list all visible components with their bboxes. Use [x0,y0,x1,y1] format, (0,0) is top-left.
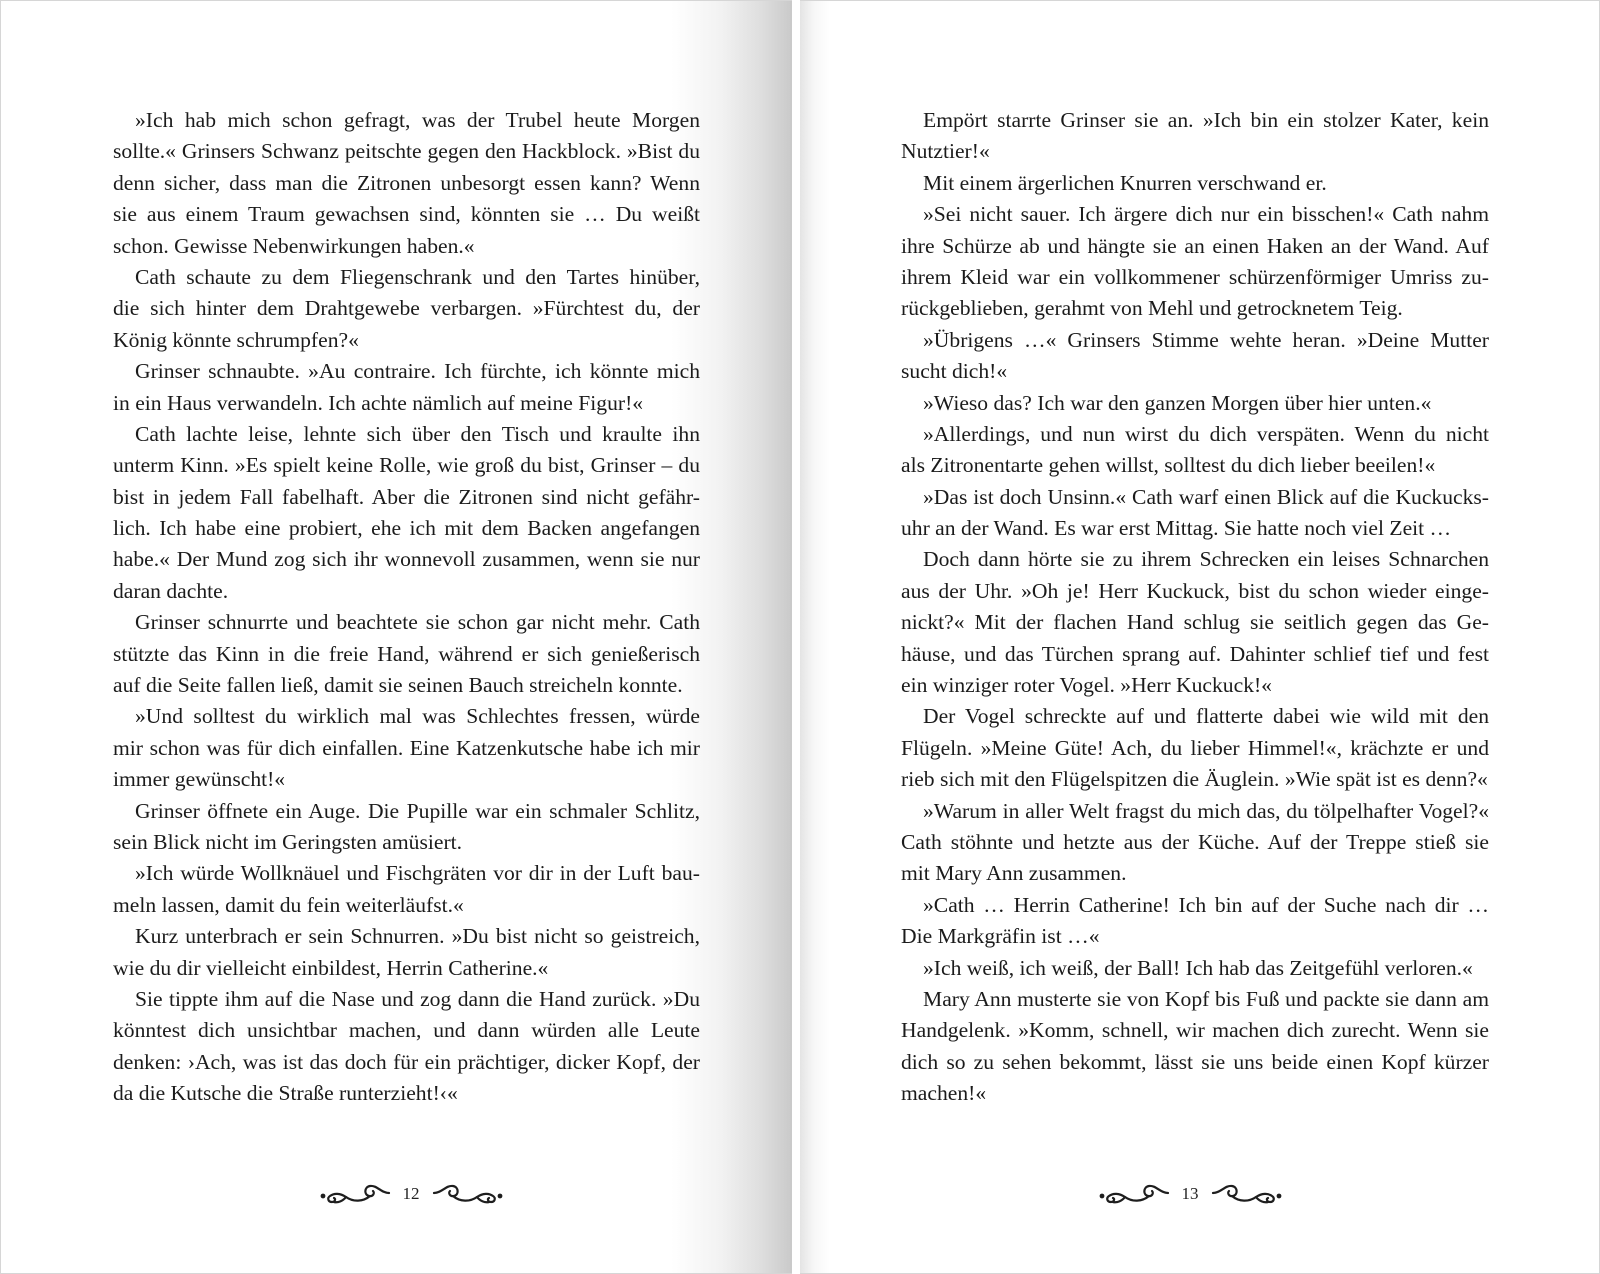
text-line: Nutztier!« [901,139,990,164]
text-line: sollte.« Grinsers Schwanz peitschte gegen den Hackblock. »Bist du [113,139,700,164]
left-page-footer [301,1177,521,1209]
text-line: »Übrigens …« Grinsers Stimme wehte heran. »Deine Mutter [923,327,1489,352]
right-page [800,0,1600,1274]
text-line: Cath lachte leise, lehnte sich über den Tisch und kraulte ihn [135,421,700,446]
text-line: ein winziger roter Vogel. »Herr Kuckuck!« [901,673,1272,698]
left-page [0,0,792,1274]
page-number: 12 [402,1183,420,1203]
text-line: Mit einem ärgerlichen Knurren verschwand er. [923,170,1327,195]
text-line: Handgelenk. »Komm, schnell, wir machen dich zurecht. Wenn sie [901,1018,1489,1043]
text-line: »Das ist doch Unsinn.« Cath warf einen Blick auf die Kuckucks- [923,484,1489,509]
text-line: »Wieso das? Ich war den ganzen Morgen über hier unten.« [923,390,1432,415]
text-line: ihre Schürze ab und hängte sie an einen Haken an der Wand. Auf [901,233,1489,258]
left-page-body-text [113,105,700,1110]
text-line: Grinser öffnete ein Auge. Die Pupille war ein schmaler Schlitz, [135,798,700,823]
text-line: sucht dich!« [901,359,1008,384]
text-line: Die Markgräfin ist …« [901,924,1100,949]
text-line: als Zitronentarte gehen willst, solltest du dich lieber beeilen!« [901,453,1436,478]
text-line: dich so zu sehen bekommt, lässt sie uns beide einen Kopf kürzer [901,1049,1489,1074]
text-line: Flügeln. »Meine Güte! Ach, du lieber Himmel!«, krächzte er und [901,735,1489,760]
text-line: die sich hinter dem Drahtgewebe verbargen. »Fürchtest du, der [113,296,700,321]
text-line: mir schon was für dich einfallen. Eine Katzenkutsche habe ich mir [113,735,700,760]
text-line: in ein Haus verwandeln. Ich achte nämlich auf meine Figur!« [113,390,644,415]
text-line: nickt?« Mit der flachen Hand schlug sie seitlich gegen das Ge- [901,610,1489,635]
text-line: uhr an der Wand. Es war erst Mittag. Sie hatte noch viel Zeit … [901,516,1452,541]
text-line: Cath stöhnte und hetzte aus der Küche. Auf der Treppe stieß sie [901,829,1489,854]
text-line: daran dachte. [113,578,229,603]
text-line: König könnte schrumpfen?« [113,327,359,352]
text-line: unterm Kinn. »Es spielt keine Rolle, wie groß du bist, Grinser – du [113,453,700,478]
text-line: »Sei nicht sauer. Ich ärgere dich nur ein bisschen!« Cath nahm [923,202,1489,227]
text-line: stützte das Kinn in die freie Hand, während er sich genießerisch [113,641,700,666]
text-line: rieb sich mit den Flügelspitzen die Äuglein. »Wie spät ist es denn?« [901,767,1488,792]
text-line: bist in jedem Fall fabelhaft. Aber die Zitronen sind nicht gefähr- [113,484,700,509]
text-line: Kurz unterbrach er sein Schnurren. »Du bist nicht so geistreich, [135,924,700,949]
text-line: »Allerdings, und nun wirst du dich verspäten. Wenn du nicht [923,421,1489,446]
text-line: mit Mary Ann zusammen. [901,861,1127,886]
page-number: 13 [1181,1183,1199,1203]
text-line: denken: ›Ach, was ist das doch für ein prächtiger, dicker Kopf, der [113,1049,700,1074]
text-line: machen!« [901,1081,987,1106]
text-line: lich. Ich habe eine probiert, ehe ich mit dem Backen angefangen [113,516,700,541]
text-line: sie aus einem Traum gewachsen sind, könnten sie … Du weißt [113,202,700,227]
text-line: Mary Ann musterte sie von Kopf bis Fuß und packte sie dann am [923,986,1489,1011]
right-page-footer [1080,1177,1300,1209]
text-line: Grinser schnaubte. »Au contraire. Ich fürchte, ich könnte mich [135,359,700,384]
text-line: Sie tippte ihm auf die Nase und zog dann die Hand zurück. »Du [135,986,700,1011]
text-line: »Cath … Herrin Catherine! Ich bin auf der Suche nach dir … [923,892,1489,917]
flourish-left-icon [1098,1180,1170,1206]
text-line: »Ich würde Wollknäuel und Fischgräten vor dir in der Luft bau- [135,861,700,886]
text-line: Empört starrte Grinser sie an. »Ich bin ein stolzer Kater, kein [923,108,1489,132]
text-line: auf die Seite fallen ließ, damit sie seinen Bauch streicheln konnte. [113,673,683,698]
right-page-body-text [901,105,1489,1110]
text-line: sein Blick nicht im Geringsten amüsiert. [113,829,463,854]
text-line: Cath schaute zu dem Fliegenschrank und den Tartes hinüber, [135,264,700,289]
text-line: Doch dann hörte sie zu ihrem Schrecken ein leises Schnarchen [923,547,1489,572]
text-line: wie du dir vielleicht einbildest, Herrin Catherine.« [113,955,549,980]
flourish-right-icon [1211,1180,1283,1206]
text-line: denn sicher, dass man die Zitronen unbesorgt essen kann? Wenn [113,170,700,195]
text-line: könntest dich unsichtbar machen, und dann würden alle Leute [113,1018,700,1043]
text-line: schon. Gewisse Nebenwirkungen haben.« [113,233,475,258]
text-line: »Warum in aller Welt fragst du mich das, du tölpelhafter Vogel?« [923,798,1489,823]
text-line: habe.« Der Mund zog sich ihr wonnevoll zusammen, wenn sie nur [113,547,700,572]
text-line: aus der Uhr. »Oh je! Herr Kuckuck, bist du schon wieder einge- [901,578,1489,603]
text-line: »Ich hab mich schon gefragt, was der Trubel heute Morgen [135,108,700,132]
text-line: »Und solltest du wirklich mal was Schlechtes fressen, würde [135,704,700,729]
text-line: »Ich weiß, ich weiß, der Ball! Ich hab das Zeitgefühl verloren.« [923,955,1473,980]
text-line: ihrem Kleid war ein vollkommener schürzenförmiger Umriss zu- [901,264,1489,289]
flourish-left-icon [319,1180,391,1206]
text-line: häuse, und das Türchen sprang auf. Dahinter schlief tief und fest [901,641,1489,666]
flourish-right-icon [432,1180,504,1206]
text-line: meln lassen, damit du fein weiterläufst.« [113,892,464,917]
text-line: immer gewünscht!« [113,767,286,792]
text-line: da die Kutsche die Straße runterzieht!‹« [113,1081,458,1106]
text-line: Der Vogel schreckte auf und flatterte dabei wie wild mit den [923,704,1489,729]
text-line: Grinser schnurrte und beachtete sie schon gar nicht mehr. Cath [135,610,700,635]
book-gutter [792,0,800,1274]
text-line: rückgeblieben, gerahmt von Mehl und getrocknetem Teig. [901,296,1403,321]
